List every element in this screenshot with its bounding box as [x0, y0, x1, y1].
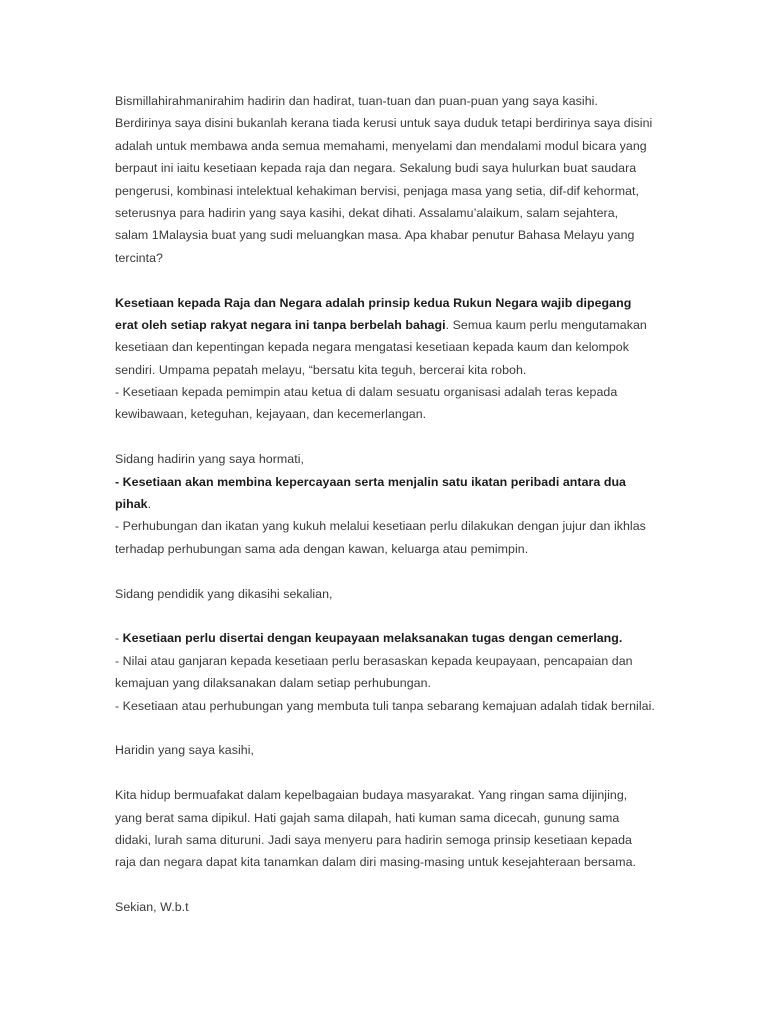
- bold-heading-text: Kesetiaan kepada Raja dan Negara adalah prinsip kedua Rukun Negara wajib dipegang: [115, 295, 632, 310]
- body-text: . Semua kaum perlu mengutamakan: [445, 317, 647, 332]
- salutation: Sidang pendidik yang dikasihi sekalian,: [115, 586, 333, 601]
- text-line: sendiri. Umpama pepatah melayu, “bersatu kita teguh, bercerai kita roboh.: [115, 362, 527, 377]
- text-line: - Kesetiaan atau perhubungan yang membuta tuli tanpa sebarang kemajuan adalah tidak bernilai.: [115, 698, 655, 713]
- paragraph-spacer: [115, 605, 665, 627]
- text-line: kewibawaan, keteguhan, kejayaan, dan kecemerlangan.: [115, 407, 427, 422]
- bullet-dash: -: [115, 631, 123, 646]
- salutation: Haridin yang saya kasihi,: [115, 743, 254, 758]
- paragraph-spacer: [115, 426, 665, 448]
- opening-paragraph: [115, 90, 665, 269]
- text-line: [115, 627, 665, 649]
- text-line: seterusnya para hadirin yang saya kasihi, dekat dihati. Assalamu’alaikum, salam sejahtera,: [115, 205, 619, 220]
- text-line: tercinta?: [115, 250, 163, 265]
- paragraph-spacer: [115, 874, 665, 896]
- text-line: adalah untuk membawa anda semua memahami, menyelami dan mendalami modul bicara yang: [115, 138, 647, 153]
- trust-paragraph: [115, 448, 665, 560]
- text-line: [115, 292, 665, 314]
- bold-heading-text: pihak: [115, 497, 148, 512]
- paragraph-spacer: [115, 717, 665, 739]
- text-line: kemajuan yang dilaksanakan dalam setiap perhubungan.: [115, 676, 432, 691]
- text-line: [115, 471, 665, 493]
- text-line: Berdirinya saya disini bukanlah kerana tiada kerusi untuk saya duduk tetapi berdirinya saya disini: [115, 116, 653, 131]
- text-line: kesetiaan dan kepentingan kepada negara mengatasi kesetiaan kepada kaum dan kelompok: [115, 340, 629, 355]
- text-line: - Perhubungan dan ikatan yang kukuh melalui kesetiaan perlu dilakukan dengan jujur dan ikhlas: [115, 519, 646, 534]
- text-line: [115, 493, 665, 515]
- text-line: pengerusi, kombinasi intelektual kehakiman bervisi, penjaga masa yang setia, dif-dif kehormat,: [115, 183, 640, 198]
- bullet-dash: -: [115, 474, 123, 489]
- bold-heading-text: Kesetiaan akan membina kepercayaan serta menjalin satu ikatan peribadi antara dua: [122, 474, 627, 489]
- text-line: raja dan negara dapat kita tanamkan dalam diri masing-masing untuk kesejahteraan bersama.: [115, 855, 637, 870]
- text-line: berpaut ini iaitu kesetiaan kepada raja dan negara. Sekalung budi saya hulurkan buat saudara: [115, 161, 637, 176]
- bold-heading-text: erat oleh setiap rakyat negara ini tanpa berbelah bahagi: [115, 317, 446, 332]
- closing-signoff: Sekian, W.b.t: [115, 900, 189, 915]
- closing-paragraph: [115, 739, 665, 873]
- paragraph-spacer: [115, 269, 665, 291]
- text-line: terhadap perhubungan sama ada dengan kawan, keluarga atau pemimpin.: [115, 541, 529, 556]
- text-line: Kita hidup bermuafakat dalam kepelbagaian budaya masyarakat. Yang ringan sama dijinjing,: [115, 788, 628, 803]
- paragraph-spacer: [115, 560, 665, 582]
- salutation: Sidang hadirin yang saya hormati,: [115, 452, 304, 467]
- body-text: .: [147, 497, 152, 512]
- text-line: yang berat sama dipikul. Hati gajah sama dilapah, hati kuman sama dicecah, gunung sama: [115, 810, 620, 825]
- bold-heading-text: Kesetiaan perlu disertai dengan keupayaan melaksanakan tugas dengan cemerlang.: [122, 631, 623, 646]
- text-line: Bismillahirahmanirahim hadirin dan hadirat, tuan-tuan dan puan-puan yang saya kasihi.: [115, 94, 598, 108]
- loyalty-principle-paragraph: [115, 292, 665, 426]
- document-page: [115, 90, 665, 918]
- text-line: salam 1Malaysia buat yang sudi meluangkan masa. Apa khabar penutur Bahasa Melayu yang: [115, 228, 635, 243]
- text-line: - Nilai atau ganjaran kepada kesetiaan perlu berasaskan kepada keupayaan, pencapaian dan: [115, 653, 633, 668]
- capability-paragraph: [115, 583, 665, 717]
- text-line: didaki, lurah sama dituruni. Jadi saya menyeru para hadirin semoga prinsip kesetiaan kepada: [115, 832, 632, 847]
- text-line: [115, 314, 665, 336]
- paragraph-spacer: [115, 762, 665, 784]
- text-line: - Kesetiaan kepada pemimpin atau ketua di dalam sesuatu organisasi adalah teras kepada: [115, 385, 618, 400]
